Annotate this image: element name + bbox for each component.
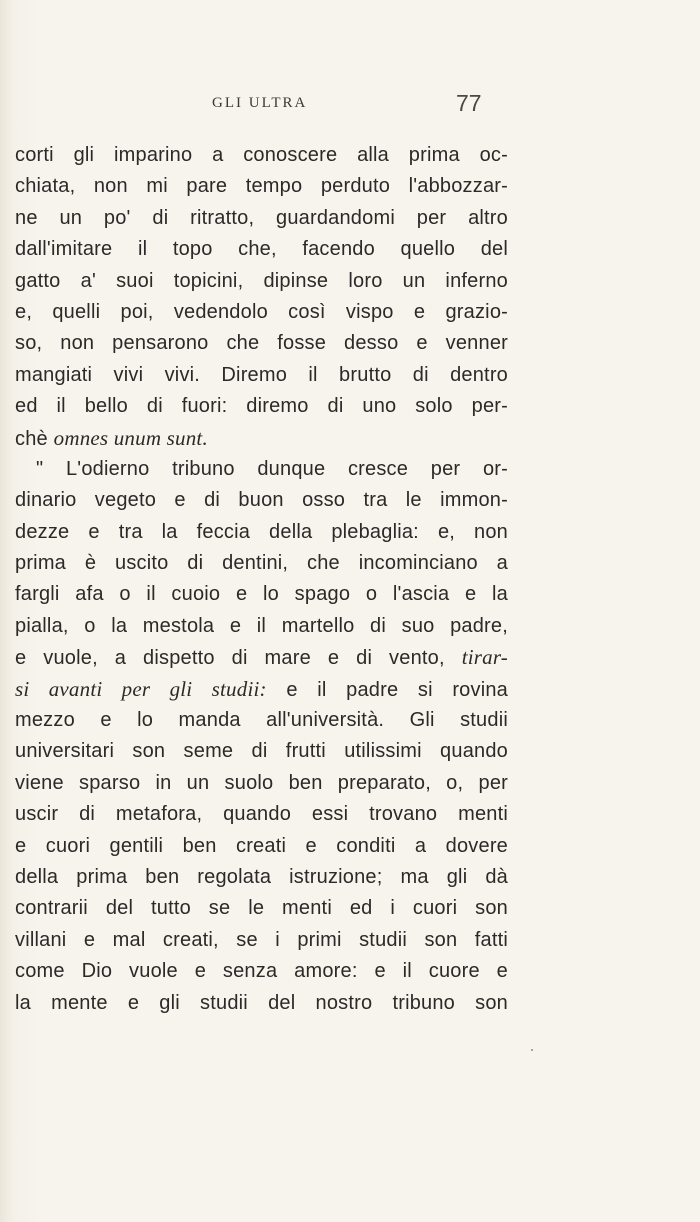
paragraph-start-line: " L'odierno tribuno dunque cresce per or- [36,457,508,480]
text-line: fargli afa o il cuoio e lo spago o l'ascia e la [15,583,508,606]
text-line: e cuori gentili ben creati e conditi a dovere [15,834,508,857]
text-line: dinario vegeto e di buon osso tra le immon- [15,489,508,512]
paragraph-end-line [15,423,508,454]
text-line [15,642,508,673]
text-line: della prima ben regolata istruzione; ma gli dà [15,865,508,888]
text-line: come Dio vuole e senza amore: e il cuore e [15,960,508,983]
text-segment: e il padre si rovina [286,678,508,701]
text-line: pialla, o la mestola e il martello di suo padre, [15,614,508,637]
running-header: GLI ULTRA [212,95,308,111]
text-line: so, non pensarono che fosse desso e venner [15,332,508,355]
text-line: dall'imitare il topo che, facendo quello del [15,238,508,261]
text-line: corti gli imparino a conoscere alla prima oc- [15,144,508,166]
text-line: mezzo e lo manda all'università. Gli studii [15,709,508,732]
text-line: ed il bello di fuori: diremo di uno solo per- [15,395,508,418]
body-text [15,140,508,1019]
text-segment: e vuole, a dispetto di mare e di vento, [15,647,445,670]
page-number: 77 [456,90,482,116]
italic-phrase: omnes unum sunt. [53,425,208,450]
italic-phrase: tirar- [461,645,508,670]
italic-phrase: si avanti per gli studii: [15,676,267,701]
text-line: gatto a' suoi topicini, dipinse loro un inferno [15,269,508,292]
text-line: e, quelli poi, vedendolo così vispo e grazio- [15,300,508,323]
text-segment: chè [15,427,48,450]
paper-speck [531,1049,533,1051]
text-line: dezze e tra la feccia della plebaglia: e, non [15,520,508,543]
text-line: la mente e gli studii del nostro tribuno son [15,991,508,1014]
text-line: contrarii del tutto se le menti ed i cuori son [15,897,508,920]
text-line [15,674,508,705]
text-line: mangiati vivi vivi. Diremo il brutto di dentro [15,363,508,386]
text-line: villani e mal creati, se i primi studii son fatti [15,928,508,951]
text-line: chiata, non mi pare tempo perduto l'abbozzar- [15,175,508,198]
text-line: ne un po' di ritratto, guardandomi per altro [15,206,508,229]
text-line: universitari son seme di frutti utilissimi quando [15,740,508,763]
text-line: prima è uscito di dentini, che incominciano a [15,552,508,575]
text-line: viene sparso in un suolo ben preparato, o, per [15,771,508,794]
text-line: uscir di metafora, quando essi trovano menti [15,803,508,826]
